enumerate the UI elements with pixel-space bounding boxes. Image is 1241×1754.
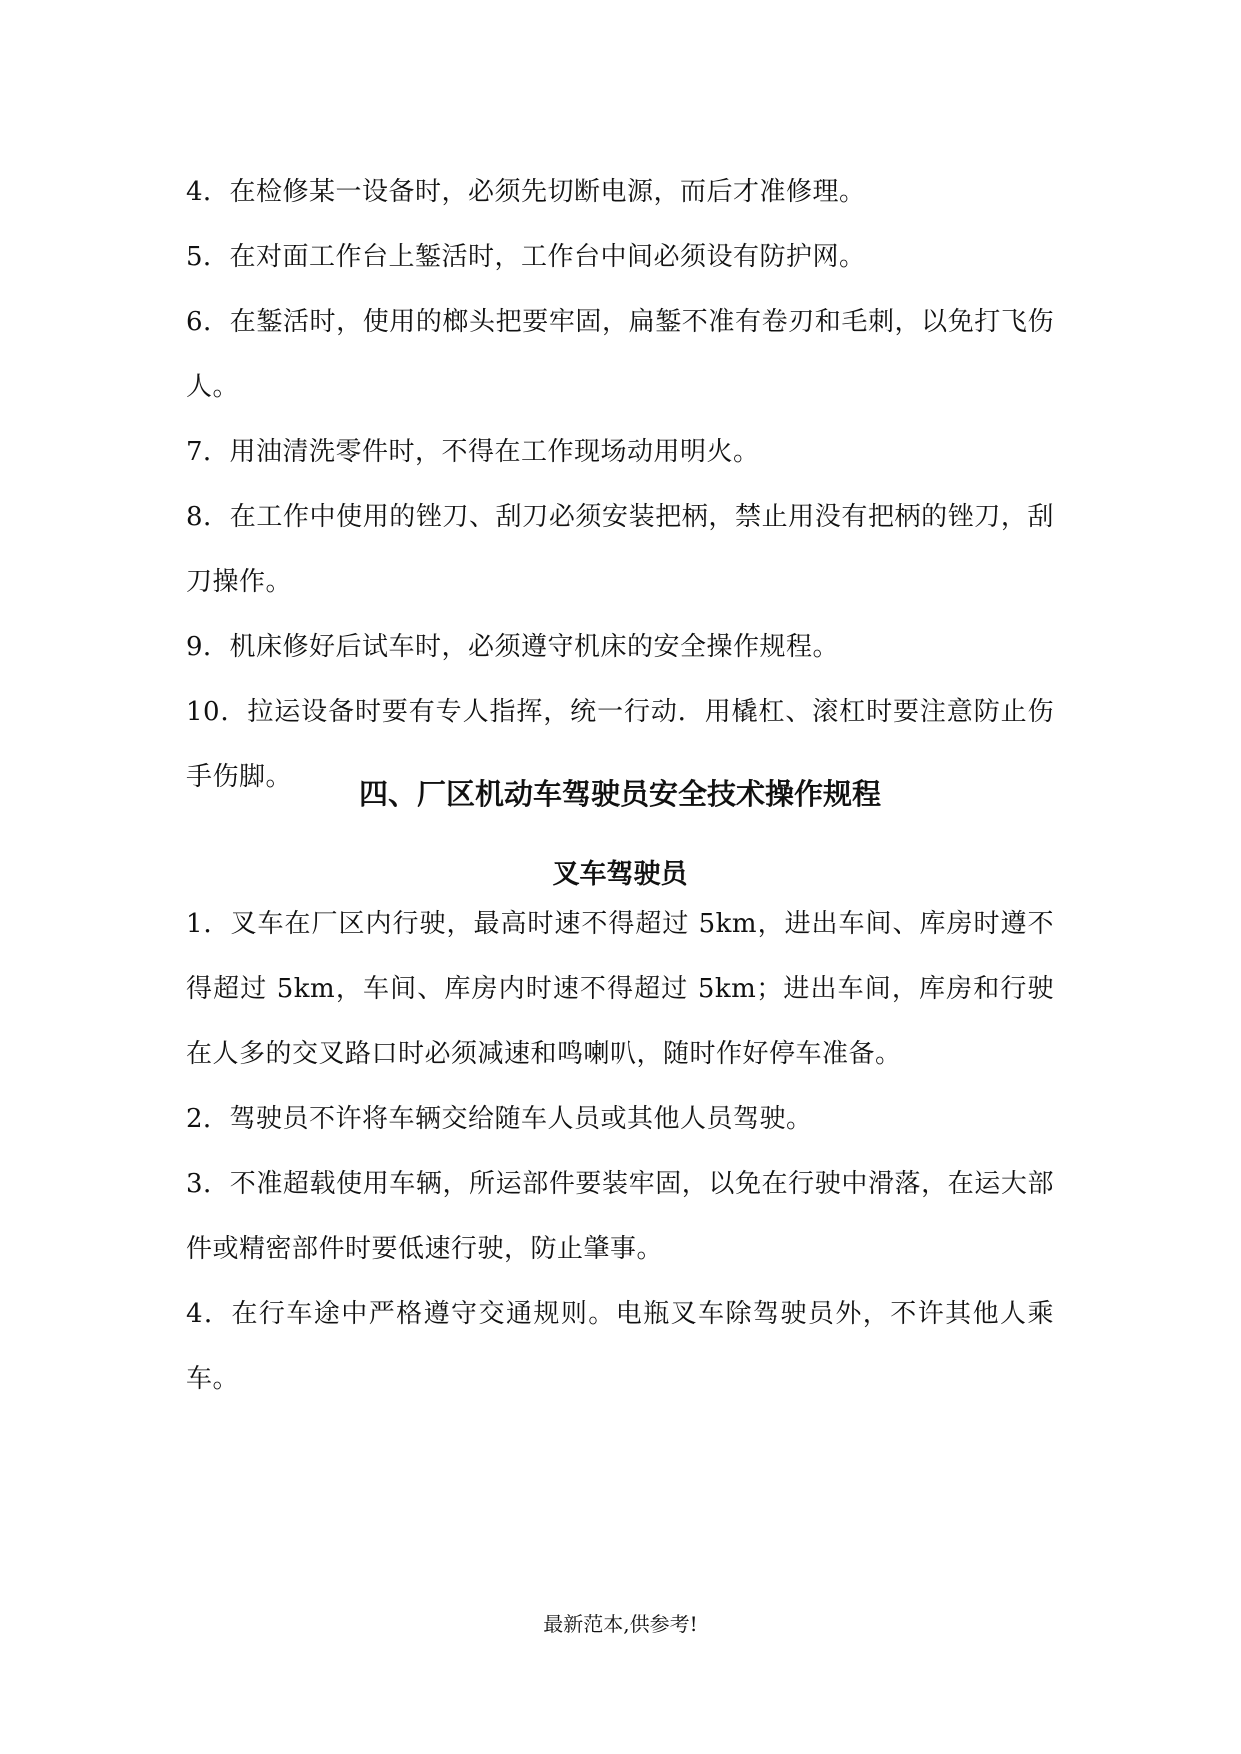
rule-item-7: 7．用油清洗零件时，不得在工作现场动用明火。 xyxy=(186,437,760,467)
page-footer: 最新范本,供参考! xyxy=(543,1612,698,1636)
rules-list-part1 xyxy=(186,160,1054,810)
forklift-rule-2: 2．驾驶员不许将车辆交给随车人员或其他人员驾驶。 xyxy=(186,1104,813,1134)
rule-item-6: 6．在錾活时，使用的榔头把要牢固，扁錾不准有卷刃和毛刺，以免打飞伤人。 xyxy=(186,307,1054,402)
rule-item-4: 4．在检修某一设备时，必须先切断电源，而后才准修理。 xyxy=(186,177,866,207)
rule-item-10: 10．拉运设备时要有专人指挥，统一行动．用橇杠、滚杠时要注意防止伤手伤脚。 xyxy=(186,697,1054,792)
forklift-rule-3: 3．不准超载使用车辆，所运部件要装牢固，以免在行驶中滑落，在运大部件或精密部件时要低速行驶，防止肇事。 xyxy=(186,1169,1054,1264)
forklift-rule-4: 4．在行车途中严格遵守交通规则。电瓶叉车除驾驶员外，不许其他人乘车。 xyxy=(186,1299,1054,1394)
rules-list-part2 xyxy=(186,892,1054,1412)
rule-item-8: 8．在工作中使用的锉刀、刮刀必须安装把柄，禁止用没有把柄的锉刀，刮刀操作。 xyxy=(186,502,1054,597)
rule-item-9: 9．机床修好后试车时，必须遵守机床的安全操作规程。 xyxy=(186,632,840,662)
rule-item-5: 5．在对面工作台上錾活时，工作台中间必须设有防护网。 xyxy=(186,242,866,272)
forklift-rule-1: 1．叉车在厂区内行驶，最高时速不得超过 5km，进出车间、库房时遵不得超过 5km，车间、库房内时速不得超过 5km；进出车间，库房和行驶在人多的交叉路口时必须减速和鸣喇叭，随时作好停车准备。 xyxy=(186,909,1054,1069)
section-title: 四、厂区机动车驾驶员安全技术操作规程 xyxy=(358,777,881,811)
sub-title: 叉车驾驶员 xyxy=(552,859,688,890)
